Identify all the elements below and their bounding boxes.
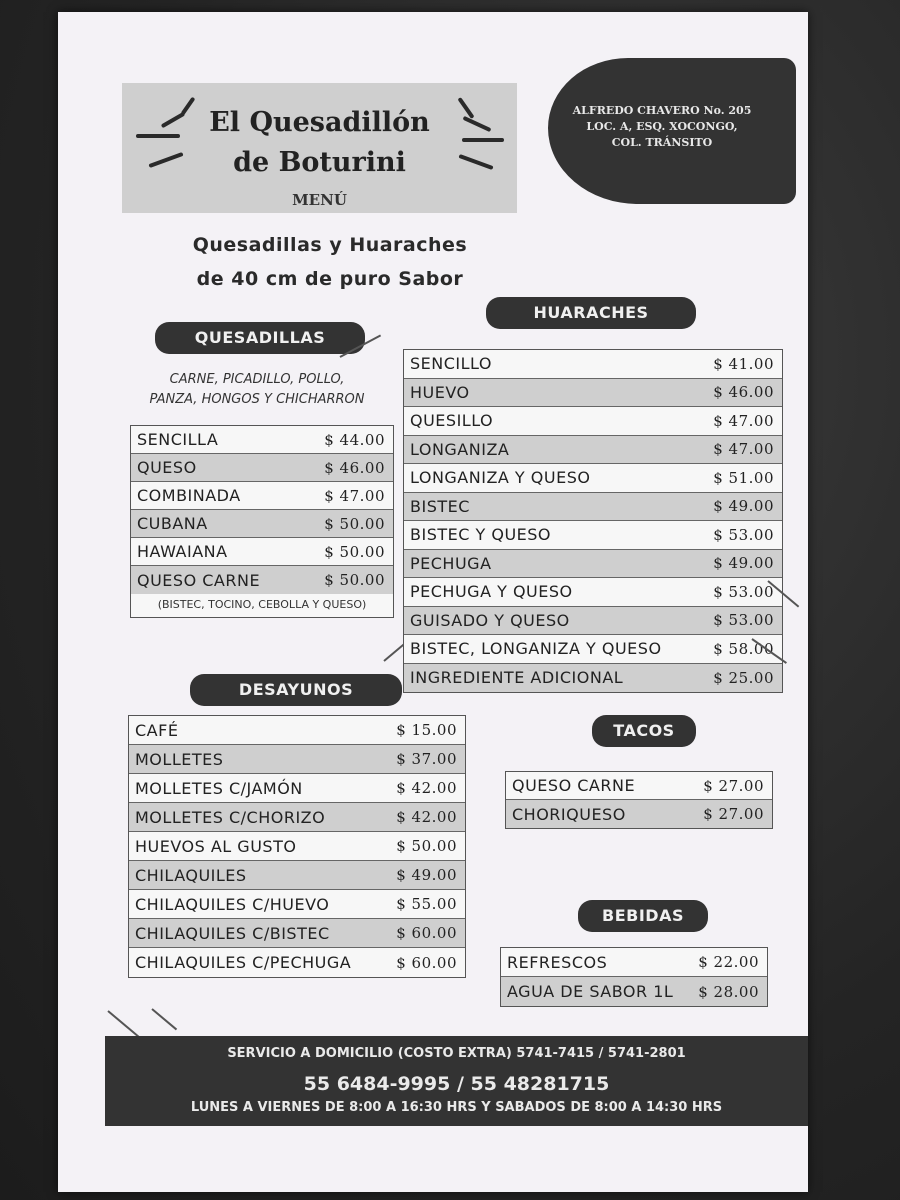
list-item [129,745,465,774]
item-price: $ 58.00 [713,639,774,658]
item-price: $ 50.00 [324,571,385,589]
item-price: $ 60.00 [396,924,457,942]
address-line: ALFREDO CHAVERO No. 205 [572,104,752,117]
delivery-info: SERVICIO A DOMICILIO (COSTO EXTRA) 5741-7415 / 5741-2801 [227,1046,686,1061]
item-name: BISTEC, LONGANIZA Y QUESO [410,639,662,659]
item-price: $ 50.00 [324,514,385,533]
list-item [404,436,782,465]
address-line: COL. TRÁNSITO [611,136,713,149]
list-item [404,379,782,408]
item-name: SENCILLO [410,354,492,374]
item-name: HAWAIANA [137,542,228,561]
list-item [131,510,393,538]
item-name: HUEVO [410,382,470,402]
list-item [404,407,782,436]
list-item [131,538,393,566]
tacos-heading: TACOS [592,715,696,747]
address-text [548,103,776,151]
item-name: CHILAQUILES [135,865,247,885]
list-item [404,464,782,493]
item-name: CAFÉ [135,720,179,740]
desayunos-table [128,715,466,978]
item-name: BISTEC [410,496,470,516]
list-item [404,550,782,579]
list-item [506,772,772,800]
quesadillas-fillings [122,370,392,410]
item-price: $ 28.00 [698,982,759,1001]
item-price: $ 47.00 [713,440,774,459]
item-name: AGUA DE SABOR 1L [507,982,674,1001]
huaraches-table [403,349,783,693]
item-name: QUESO [137,458,197,477]
fillings-line: CARNE, PICADILLO, POLLO, [169,372,345,387]
item-name: CHILAQUILES C/PECHUGA [135,953,352,972]
desayunos-heading: DESAYUNOS [190,674,402,706]
item-price: $ 50.00 [324,542,385,561]
list-item [129,716,465,745]
item-name: MOLLETES [135,749,224,769]
list-item [501,948,767,977]
item-name: QUESO CARNE [512,776,636,795]
list-item [129,890,465,919]
item-name: INGREDIENTE ADICIONAL [410,668,624,688]
list-item [129,774,465,803]
list-item [131,426,393,454]
list-item [129,861,465,890]
item-price: $ 55.00 [396,895,457,913]
list-item [404,578,782,607]
item-price: $ 49.00 [713,554,774,573]
item-price: $ 27.00 [703,805,764,823]
item-price: $ 25.00 [713,668,774,687]
list-item [404,350,782,379]
item-price: $ 49.00 [713,497,774,516]
list-item [404,607,782,636]
item-price: $ 22.00 [698,953,759,971]
item-price: $ 53.00 [713,525,774,544]
item-price: $ 46.00 [324,458,385,477]
list-item [404,664,782,693]
item-name: PECHUGA Y QUESO [410,582,573,602]
title-ray-decoration [462,138,504,142]
list-item [129,948,465,977]
quesadillas-table [130,425,394,618]
quesadillas-heading: QUESADILLAS [155,322,365,354]
list-item [506,800,772,828]
item-price: $ 37.00 [396,750,457,768]
item-price: $ 53.00 [713,611,774,630]
list-item [129,803,465,832]
address-line: LOC. A, ESQ. XOCONGO, [586,120,738,133]
tagline-line1: Quesadillas y Huaraches [192,234,468,256]
item-name: LONGANIZA Y QUESO [410,468,591,488]
item-price: $ 49.00 [396,866,457,884]
item-price: $ 50.00 [396,837,457,855]
item-name: MOLLETES C/JAMÓN [135,778,303,798]
item-price: $ 15.00 [396,721,457,739]
queso-carne-note: (BISTEC, TOCINO, CEBOLLA Y QUESO) [157,598,367,611]
list-item [129,919,465,948]
item-name: QUESO CARNE [137,570,261,590]
fillings-line: PANZA, HONGOS Y CHICHARRON [149,392,365,407]
restaurant-name-line1: El Quesadillón [209,107,430,138]
item-name: CHORIQUESO [512,804,626,824]
item-name: MOLLETES C/CHORIZO [135,807,326,827]
item-price: $ 27.00 [703,776,764,795]
menu-label: MENÚ [292,191,347,209]
bebidas-heading: BEBIDAS [578,900,708,932]
item-name: HUEVOS AL GUSTO [135,836,297,856]
item-name: LONGANIZA [410,439,510,459]
item-price: $ 51.00 [713,468,774,487]
list-item [129,832,465,861]
item-price: $ 42.00 [396,808,457,826]
item-name: COMBINADA [137,486,241,505]
item-price: $ 44.00 [324,430,385,449]
item-name: REFRESCOS [507,952,608,972]
item-price: $ 60.00 [396,953,457,972]
item-name: GUISADO Y QUESO [410,610,570,630]
list-item [131,454,393,482]
restaurant-name-line2: de Boturini [233,147,406,178]
huaraches-heading: HUARACHES [486,297,696,329]
item-name: BISTEC Y QUESO [410,525,552,545]
item-price: $ 53.00 [713,582,774,601]
item-name: PECHUGA [410,553,492,573]
item-name: CHILAQUILES C/BISTEC [135,923,330,943]
item-price: $ 42.00 [396,779,457,797]
list-item [501,977,767,1006]
item-price: $ 41.00 [713,354,774,373]
item-price: $ 47.00 [324,486,385,505]
item-name: QUESILLO [410,411,494,431]
list-item [404,493,782,522]
phone-numbers: 55 6484-9995 / 55 48281715 [303,1073,610,1095]
item-price: $ 46.00 [713,383,774,402]
list-item [131,566,393,594]
list-item [404,521,782,550]
list-item [404,635,782,664]
item-name: CUBANA [137,514,208,533]
opening-hours: LUNES A VIERNES DE 8:00 A 16:30 HRS Y SABADOS DE 8:00 A 14:30 HRS [190,1100,723,1115]
bebidas-table [500,947,768,1007]
item-price: $ 47.00 [713,411,774,430]
item-name: SENCILLA [137,430,219,449]
list-item [131,482,393,510]
item-name: CHILAQUILES C/HUEVO [135,894,330,914]
tagline-line2: de 40 cm de puro Sabor [196,268,464,290]
tacos-table [505,771,773,829]
